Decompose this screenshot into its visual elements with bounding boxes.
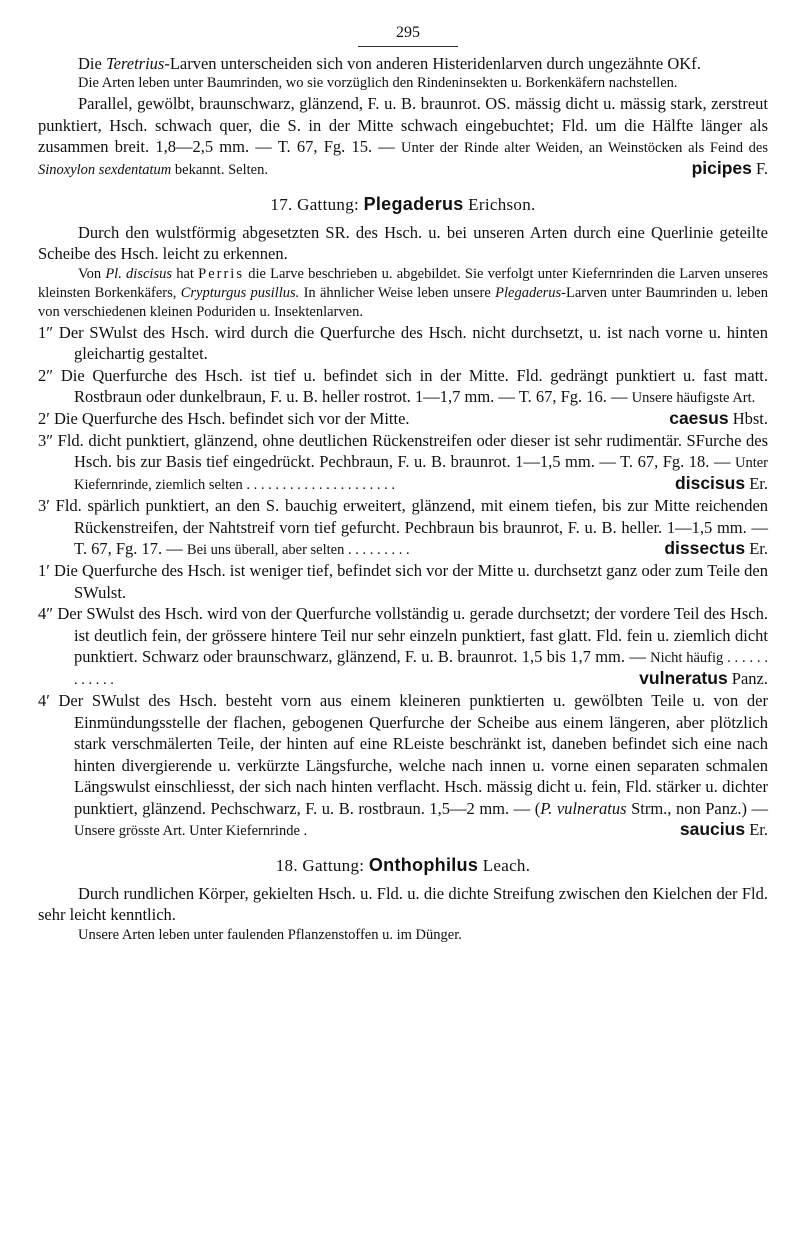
- habitat-note: Unter der Rinde alter Weiden, an Weinstöcken als Feind des: [401, 140, 768, 156]
- habitat-note: Nicht häufig . . . . . . . . . . . .: [74, 650, 768, 688]
- key-mark: 2″: [38, 365, 54, 385]
- key-text: Die Querfurche des Hsch. befindet sich vor der Mitte.: [53, 409, 410, 428]
- key-mark: 1″: [38, 322, 54, 342]
- key-item: [38, 560, 768, 603]
- text: hat: [171, 265, 199, 282]
- species-name: discisus: [675, 473, 746, 493]
- species-name: dissectus: [664, 538, 746, 558]
- intro-text: -Larven unterscheiden sich von anderen Histeridenlarven durch ungezähnte OKf.: [164, 53, 701, 73]
- species-name: vulneratus: [639, 668, 728, 688]
- genus-author: Erichson.: [463, 195, 536, 214]
- key-text: Die Querfurche des Hsch. ist weniger tief, befindet sich vor der Mitte u. durchsetzt ganz oder zum Teile den SWulst.: [54, 561, 768, 602]
- gattung-heading-17: [38, 194, 768, 216]
- gattung17-paragraph-2: [38, 265, 768, 322]
- intro-paragraph-1: [38, 53, 768, 75]
- key-mark: 2′: [38, 409, 50, 428]
- italic-taxon: Sinoxylon sexdentatum: [38, 162, 172, 178]
- italic-taxon: P. vulneratus: [540, 798, 627, 818]
- genus-author: Leach.: [478, 856, 531, 875]
- species-name: saucius: [679, 819, 746, 839]
- species-description-picipes: [38, 93, 768, 180]
- species-author: Er.: [745, 474, 768, 493]
- species-author: Hbst.: [728, 409, 768, 428]
- key-mark: 4′: [38, 691, 50, 710]
- italic-taxon: Crypturgus pusillus.: [180, 284, 300, 301]
- key-mark: 3″: [38, 430, 54, 450]
- species-author: F.: [751, 159, 768, 178]
- text: die Larve beschrieben u. abgebildet. Sie verfolgt unter Kiefernrinden die Larven unseres kleinsten Borkenkäfers,: [38, 265, 769, 301]
- species-author: Panz.: [727, 669, 768, 688]
- intro-text: Die: [78, 53, 106, 73]
- habitat-note: Unsere häufigste Art.: [631, 390, 756, 406]
- key-text: Der SWulst des Hsch. wird durch die Querfurche des Hsch. nicht durchsetzt, u. ist nach vorne u. hinten gleichartig gestaltet.: [58, 322, 768, 363]
- key-item: [38, 430, 768, 496]
- key-text: Fld. spärlich punktiert, an den S. bauchig erweitert, glänzend, mit einem tiefen, bis zur Mitte reichenden Rückenstreifen, der Nahtstreif vorn tief gefurcht. Pechbraun bis braunrot, F. u. B. heller. 1—1,5 mm. — T. 67, Fg. 17. —: [55, 496, 769, 558]
- genus-name: Onthophilus: [368, 855, 479, 875]
- species-name: picipes: [691, 158, 752, 178]
- habitat-note: bekannt. Selten.: [171, 162, 268, 178]
- gattung-number: 17. Gattung:: [270, 195, 364, 214]
- key-item: [38, 603, 768, 690]
- key-text: Strm., non Panz.) —: [626, 798, 768, 818]
- text: In ähnlicher Weise leben unsere: [299, 284, 496, 301]
- italic-taxon: Pl. discisus: [105, 265, 172, 282]
- gattung17-paragraph-1: Durch den wulstförmig abgesetzten SR. des Hsch. u. bei unseren Arten durch eine Querlinie geteilte Scheibe des Hsch. leicht zu erkennen.: [38, 222, 768, 263]
- page: [38, 22, 768, 945]
- key-item: [38, 690, 768, 841]
- intro-paragraph-2: Die Arten leben unter Baumrinden, wo sie vorzüglich den Rindeninsekten u. Borkenkäfern nachstellen.: [78, 75, 678, 91]
- key-item: [38, 408, 768, 430]
- key-text: Fld. dicht punktiert, glänzend, ohne deutlichen Rückenstreifen oder dieser ist sehr rudimentär. SFurche des Hsch. bis zur Basis tief eingedrückt. Pechbraun, F. u. B. braunrot. 1—1,5 mm. — T. 67, Fg. 18. —: [57, 430, 768, 471]
- species-name: caesus: [669, 408, 729, 428]
- habitat-note: Unsere grösste Art. Unter Kiefernrinde .: [74, 823, 308, 839]
- habitat-note: Unter Kiefernrinde, ziemlich selten . . . . . . . . . . . . . . . . . . . . .: [74, 455, 768, 493]
- key-text: Die Querfurche des Hsch. ist tief u. befindet sich in der Mitte. Fld. gedrängt punktiert u. fast matt. Rostbraun oder dunkelbraun, F. u. B. heller rostrot. 1—1,7 mm. — T. 67, Fg. 16. —: [60, 365, 769, 406]
- key-mark: 1′: [38, 561, 50, 580]
- gattung-heading-18: [38, 855, 768, 877]
- gattung-number: 18. Gattung:: [275, 856, 369, 875]
- author-name: Perris: [198, 265, 244, 282]
- italic-taxon: Plegaderus: [495, 284, 562, 301]
- gattung18-paragraph-2: Unsere Arten leben unter faulenden Pflanzenstoffen u. im Dünger.: [78, 926, 462, 943]
- habitat-note: Bei uns überall, aber selten . . . . . . . . .: [186, 542, 410, 558]
- description-text: Parallel, gewölbt, braunschwarz, glänzend, F. u. B. braunrot. OS. mässig dicht u. mässig stark, zerstreut punktiert, Hsch. schwach quer, die S. in der Mitte schwach eingebuchtet; Fld. um die Hälfte länger als zusammen breit. 1,8—2,5 mm. — T. 67, Fg. 15. —: [38, 94, 768, 156]
- key-item: [38, 495, 768, 560]
- genus-name: Plegaderus: [363, 194, 464, 214]
- species-author: Er.: [745, 820, 768, 839]
- text: Von: [78, 265, 106, 282]
- species-author: Er.: [745, 539, 768, 558]
- gattung18-paragraph-1: Durch rundlichen Körper, gekielten Hsch. u. Fld. u. die dichte Streifung zwischen den Kielchen der Fld. sehr leicht kenntlich.: [38, 883, 768, 924]
- key-text: Der SWulst des Hsch. besteht vorn aus einem kleineren punktierten u. gewölbten Teile u. von der Einmündungsstelle der flachen, gebogenen Querfurche der Scheibe aus einem längeren, aber plötzlich stark verschmälerten Teile, der hinten auf eine RLeiste beschränkt ist, daneben befindet sich eine nach hinten divergierende u. verkürzte Längsfurche, welche nach innen u. vorne einen separaten schmalen Längswulst einschliesst, der sich nach hinten verflacht. Hsch. mässig dicht u. fein, Fld. stärker u. dichter punktiert, glänzend. Pechschwarz, F. u. B. rostbraun. 1,5—2 mm. — (: [58, 691, 768, 818]
- key-mark: 3′: [38, 496, 50, 515]
- key-mark: 4″: [38, 604, 54, 623]
- key-item: [38, 322, 768, 365]
- text: -Larven unter Baumrinden u. leben von verschiedenen kleinen Poduriden u. Insektenlarven.: [38, 284, 768, 320]
- key-text: Der SWulst des Hsch. wird von der Querfurche vollständig u. gerade durchsetzt; der vordere Teil des Hsch. ist deutlich fein, der grössere hintere Teil nur sehr einzeln punktiert, fast glatt. Fld. fein u. ziemlich dicht punktiert. Schwarz oder braunschwarz, glänzend, F. u. B. braunrot. 1,5 bis 1,7 mm. —: [57, 604, 769, 666]
- genus-teretrius: Teretrius: [105, 53, 165, 73]
- page-number: 295: [358, 22, 458, 47]
